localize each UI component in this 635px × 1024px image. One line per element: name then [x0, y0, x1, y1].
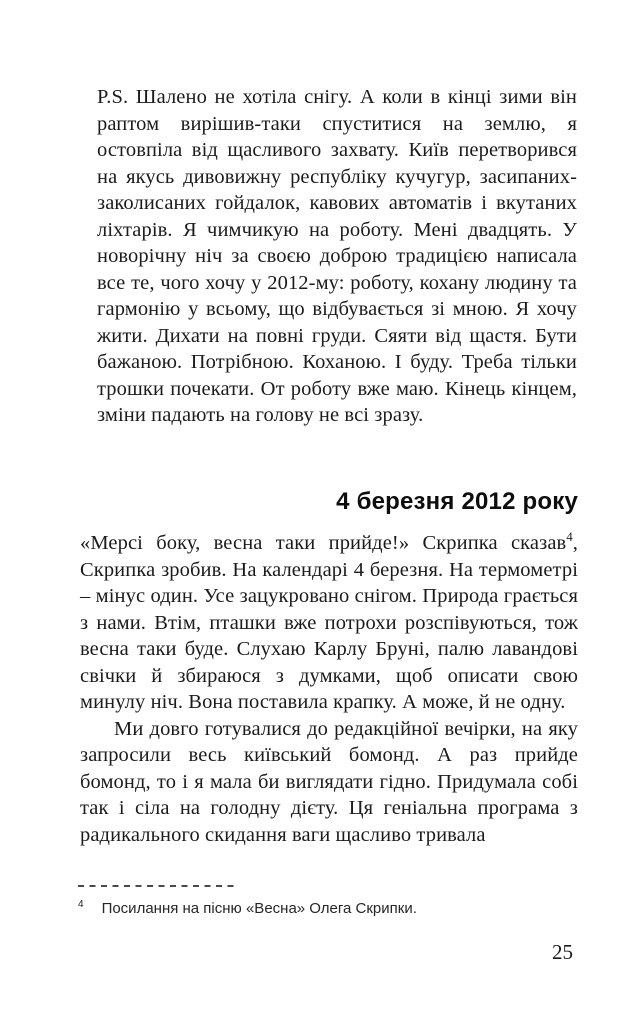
footnote-marker: 4 [78, 899, 84, 910]
footnote [78, 895, 568, 919]
paragraph-first-text-continued: , Скрипка зробив. На календарі 4 березня. На термометрі – мінус один. Усе зацукровано снігом. Природа грається з нами. Втім, пташки вже потрохи розспівуються, тож весна таки буде. Слухаю Карлу Бруні, палю лавандові свічки й збираюся з думками, щоб описати свою минулу ніч. Вона поставила крапку. А може, й не одну. [80, 532, 578, 713]
paragraph-second: Ми довго готувалися до редакційної вечірки, на яку запросили весь київський бомонд. А раз прийде бомонд, то і я мала би виглядати гідно. Придумала собі так і сіла на голодну дієту. Ця геніальна програма з радикального скидання ваги щасливо тривала [80, 717, 578, 846]
page-number: 25 [552, 940, 573, 964]
paragraph-first [80, 530, 578, 716]
footnote-text: Посилання на пісню «Весна» Олега Скрипки. [101, 900, 417, 917]
footnote-reference: 4 [566, 530, 573, 545]
entry-date-heading: 4 березня 2012 року [336, 488, 578, 515]
footnote-separator [78, 885, 238, 887]
paragraph-first-text: «Мерсі боку, весна таки прийде!» Скрипка сказав [80, 532, 567, 554]
entry-body [80, 530, 578, 848]
ps-paragraph: P.S. Шалено не хотіла снігу. А коли в кінці зими він раптом вирішив-таки спуститися на землю, я остовпіла від щасливого захвату. Київ перетворився на якусь дивовижну республіку кучугур, засипаних-заколисаних гойдалок, кавових автоматів і вкутаних ліхтарів. Я чимчикую на роботу. Мені двадцять. У новорічну ніч за своєю доброю традицією написала все те, чого хочу у 2012-му: роботу, кохану людину та гармонію у всьому, що відбувається зі мною. Я хочу жити. Дихати на повні груди. Сяяти від щастя. Бути бажаною. Потрібною. Коханою. І буду. Треба тільки трошки почекати. От роботу вже маю. Кінець кінцем, зміни падають на голову не всі зразу. [97, 86, 577, 426]
